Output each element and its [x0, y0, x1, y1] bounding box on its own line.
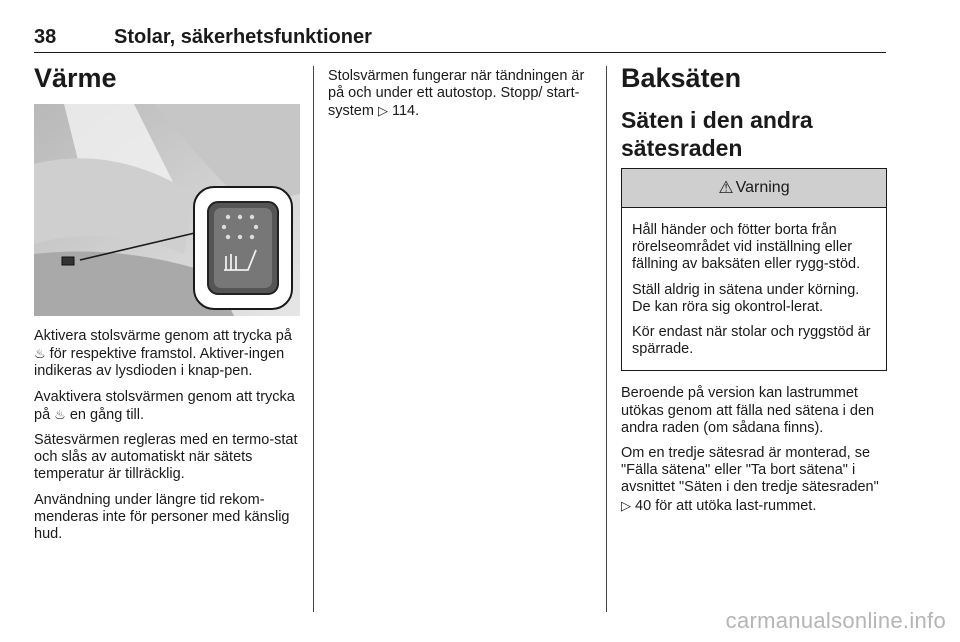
column-divider-1 [313, 66, 314, 612]
warning-triangle-icon: ⚠ [718, 178, 734, 197]
page-number: 38 [34, 26, 57, 48]
column-1 [34, 62, 300, 551]
warning-header [622, 169, 886, 208]
section-heading-baksaten: Baksäten [621, 63, 742, 93]
paragraph-cargo: Beroende på version kan lastrummet utökas genom att fälla ned sätena i den andra raden (om sådana finns). [621, 385, 875, 436]
warning-body [622, 208, 886, 370]
page-reference[interactable]: 40 [635, 497, 652, 514]
chapter-title: Stolar, säkerhetsfunktioner [114, 26, 372, 48]
page-reference-arrow-icon: ▷ [621, 497, 631, 513]
seat-heating-figure [34, 104, 300, 316]
column-divider-2 [606, 66, 607, 612]
column-3 [621, 62, 887, 523]
subheading-second-row: Säten i den andra sätesraden [621, 107, 813, 161]
warning-box [621, 168, 887, 371]
paragraph-activate: Aktivera stolsvärme genom att trycka på ♨ för respektive framstol. Aktiver-ingen indikeras av lysdioden i knap-pen. [34, 328, 292, 380]
seat-heating-illustration [34, 104, 300, 316]
seat-heating-icon: ♨ [34, 346, 46, 362]
column-2 [328, 68, 592, 129]
page-reference-arrow-icon: ▷ [377, 103, 388, 119]
warning-label: Varning [735, 179, 790, 196]
page-header [34, 26, 886, 53]
paragraph-third-row: Om en tredje sätesrad är monterad, se "Fälla sätena" eller "Ta bort sätena" i avsnittet "Säten i den tredje sätesraden" ▷ 40 för att utöka last-rummet. [621, 445, 879, 514]
paragraph-ignition: Stolsvärmen fungerar när tändningen är på och under ett autostop. Stopp/ start-system ▷ 114. [328, 68, 585, 120]
page-reference[interactable]: 114. [391, 103, 420, 120]
warning-paragraph-2: Ställ aldrig in sätena under körning. De kan röra sig okontrol-lerat. [632, 281, 860, 315]
paragraph-sensitive-skin: Användning under längre tid rekom-menderas inte för personer med känslig hud. [34, 491, 290, 543]
seat-heating-icon: ♨ [54, 406, 66, 422]
warning-paragraph-3: Kör endast när stolar och ryggstöd är spärrade. [632, 324, 871, 358]
paragraph-deactivate: Avaktivera stolsvärmen genom att trycka på ♨ en gång till. [34, 388, 295, 423]
paragraph-thermostat: Sätesvärmen regleras med en termo-stat och slås av automatiskt när sätets temperatur är tillräcklig. [34, 432, 298, 483]
warning-paragraph-1: Håll händer och fötter borta från rörelseområdet vid inställning eller fällning av baksäten eller rygg-stöd. [632, 222, 861, 273]
section-heading-varme: Värme [34, 63, 117, 93]
watermark: carmanualsonline.info [725, 608, 946, 633]
